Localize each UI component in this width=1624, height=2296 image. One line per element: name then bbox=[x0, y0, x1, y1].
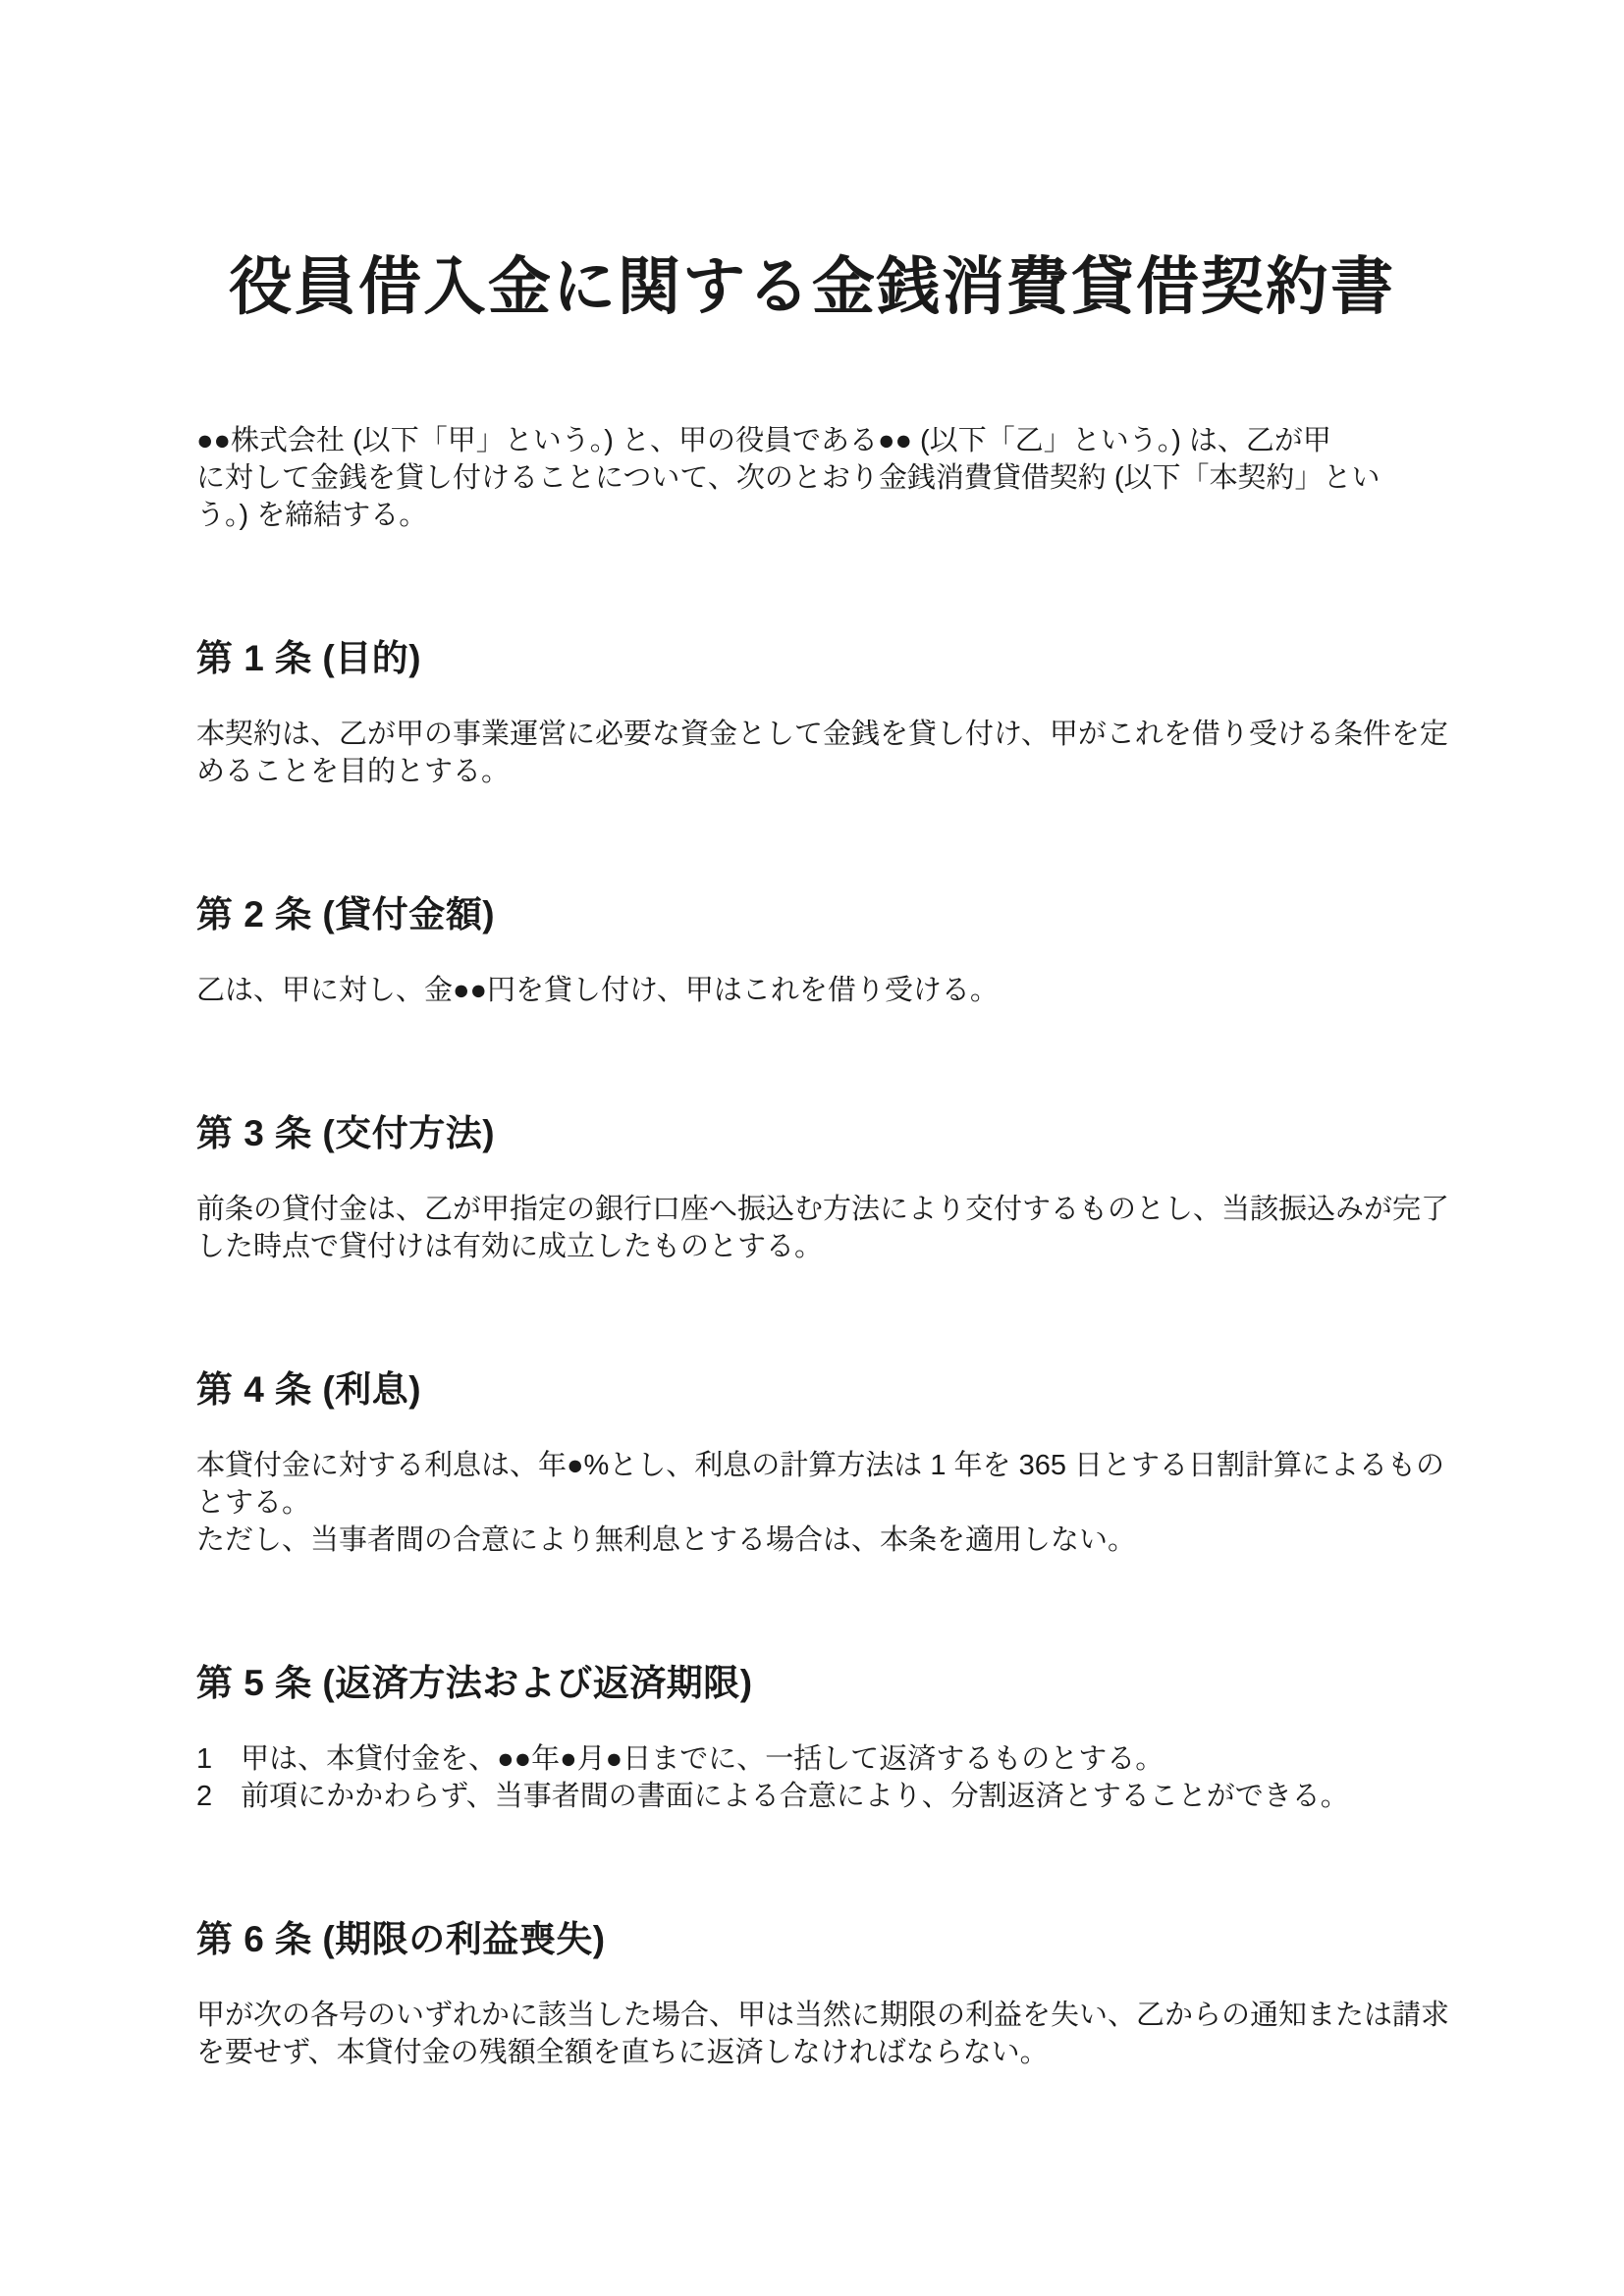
intro-paragraph bbox=[196, 422, 1428, 534]
text-line: 本契約は、乙が甲の事業運営に必要な資金として金銭を貸し付け、甲がこれを借り受ける条件を定 bbox=[196, 719, 1448, 750]
article-section bbox=[196, 1369, 1445, 1559]
article-section bbox=[196, 1664, 1428, 1815]
text-line: 2 前項にかかわらず、当事者間の書面による合意により、分割返済とすることができる。 bbox=[196, 1781, 1349, 1812]
article-body bbox=[196, 1997, 1450, 2071]
document-title: 役員借入金に関する金銭消費貸借契約書 bbox=[229, 251, 1395, 322]
article-body bbox=[196, 1191, 1450, 1265]
text-line: 1 甲は、本貸付金を、●●年●月●日までに、一括して返済するものとする。 bbox=[196, 1743, 1164, 1775]
article-section bbox=[196, 1919, 1450, 2071]
text-line: を要せず、本貸付金の残額全額を直ちに返済しなければならない。 bbox=[196, 2037, 1049, 2068]
text-line: めることを目的とする。 bbox=[196, 756, 511, 787]
article-heading: 第 3 条 (交付方法) bbox=[196, 1113, 496, 1153]
article-heading: 第 2 条 (貸付金額) bbox=[196, 894, 496, 934]
article-heading: 第 1 条 (目的) bbox=[196, 638, 422, 678]
text-line: ●●株式会社 (以下「甲」という。) と、甲の役員である●● (以下「乙」という。) は、乙が甲 bbox=[196, 425, 1331, 456]
article-section bbox=[196, 895, 1428, 1009]
text-line: 乙は、甲に対し、金●●円を貸し付け、甲はこれを借り受ける。 bbox=[196, 975, 999, 1006]
text-line: とする。 bbox=[196, 1487, 311, 1519]
article-section bbox=[196, 638, 1448, 790]
text-line: した時点で貸付けは有効に成立したものとする。 bbox=[196, 1231, 824, 1262]
articles bbox=[196, 638, 1450, 2071]
article-body bbox=[196, 1740, 1428, 1815]
text-line: 本貸付金に対する利息は、年●%とし、利息の計算方法は 1 年を 365 日とする日割計算によるもの bbox=[196, 1450, 1445, 1481]
article-heading: 第 4 条 (利息) bbox=[196, 1369, 422, 1410]
text-line: に対して金銭を貸し付けることについて、次のとおり金銭消費貸借契約 (以下「本契約」とい bbox=[196, 462, 1380, 494]
article-heading: 第 5 条 (返済方法および返済期限) bbox=[196, 1663, 753, 1703]
text-line: 前条の貸付金は、乙が甲指定の銀行口座へ振込む方法により交付するものとし、当該振込みが完了 bbox=[196, 1194, 1450, 1225]
text-line: 甲が次の各号のいずれかに該当した場合、甲は当然に期限の利益を失い、乙からの通知または請求 bbox=[196, 2000, 1450, 2031]
article-body bbox=[196, 1447, 1445, 1559]
article-section bbox=[196, 1113, 1450, 1265]
article-body bbox=[196, 972, 1428, 1009]
text-line: う。) を締結する。 bbox=[196, 500, 428, 531]
article-body bbox=[196, 716, 1448, 790]
text-line: ただし、当事者間の合意により無利息とする場合は、本条を適用しない。 bbox=[196, 1524, 1137, 1556]
article-heading: 第 6 条 (期限の利益喪失) bbox=[196, 1919, 606, 1959]
